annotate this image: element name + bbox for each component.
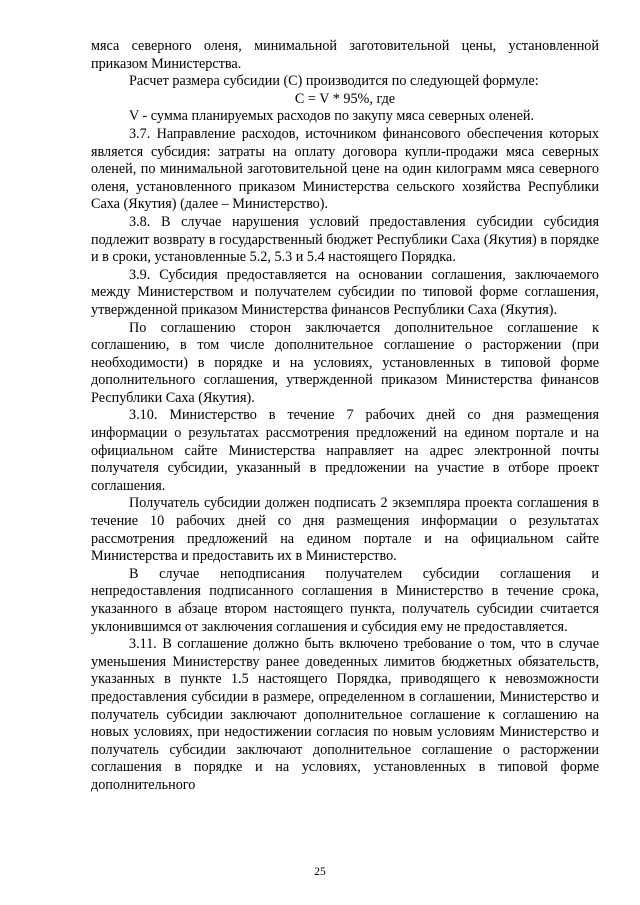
paragraph-non-signing: В случае неподписания получателем субсидии соглашения и непредоставления подписанного соглашения в Министерство в течение срока, указанного в абзаце втором настоящего пункта, получатель субсидии считается уклонившимся от заключения соглашения и субсидия ему не предоставляется. <box>91 565 599 635</box>
page-number: 25 <box>314 866 326 878</box>
paragraph-3-9: 3.9. Субсидия предоставляется на основании соглашения, заключаемого между Министерством и получателем субсидии по типовой форме соглашения, утвержденной приказом Министерства финансов Республики Саха (Якутия). <box>91 266 599 318</box>
paragraph-3-10: 3.10. Министерство в течение 7 рабочих дней со дня размещения информации о результатах рассмотрения предложений на едином портале и на официальном сайте Министерства направляет на адрес электронной почты получателя субсидии, указанный в предложении на участие в отборе проект соглашения. <box>91 407 599 494</box>
paragraph-additional-agreement: По соглашению сторон заключается дополнительное соглашение к соглашению, в том числе дополнительное соглашение о расторжении (при необходимости) в порядке и на условиях, установленных в типовой форме дополнительного соглашения, утвержденной приказом Министерства финансов Республики Саха (Якутия). <box>91 319 599 406</box>
formula: C = V * 95%, где <box>294 90 396 107</box>
page-body <box>91 38 599 795</box>
paragraph-continuation: мяса северного оленя, минимальной заготовительной цены, установленной приказом Министерства. <box>91 38 599 72</box>
paragraph-formula-legend: V - сумма планируемых расходов по закупу мяса северных оленей. <box>129 108 535 125</box>
paragraph-signing: Получатель субсидии должен подписать 2 экземпляра проекта соглашения в течение 10 рабочих дней со дня размещения информации о результатах рассмотрения предложений на едином портале и на официальном сайте Министерства и предоставить их в Министерство. <box>91 495 599 565</box>
paragraph-3-8: 3.8. В случае нарушения условий предоставления субсидии субсидия подлежит возврату в государственный бюджет Республики Саха (Якутия) в порядке и в сроки, установленные 5.2, 5.3 и 5.4 настоящего Порядка. <box>91 213 599 266</box>
paragraph-3-11: 3.11. В соглашение должно быть включено требование о том, что в случае уменьшения Министерству ранее доведенных лимитов бюджетных обязательств, указанных в пункте 1.5 настоящего Порядка, приводящего к невозможности предоставления субсидии в размере, определенном в соглашении, Министерство и получатель субсидии заключают дополнительное соглашение к соглашению на новых условиях, при недостижении согласия по новым условиям Министерство и получатель субсидии заключают дополнительное соглашение о расторжении соглашения в порядке и на условиях, установленных в типовой форме дополнительного <box>91 636 599 793</box>
paragraph-3-7: 3.7. Направление расходов, источником финансового обеспечения которых является субсидия: затраты на оплату договора купли-продажи мяса северных оленей, по минимальной заготовительной цене на один килограмм мяса северного оленя, установленного приказом Министерства сельского хозяйства Республики Саха (Якутия) (далее – Министерство). <box>91 125 599 213</box>
paragraph-formula-intro: Расчет размера субсидии (С) производится по следующей формуле: <box>129 73 539 90</box>
